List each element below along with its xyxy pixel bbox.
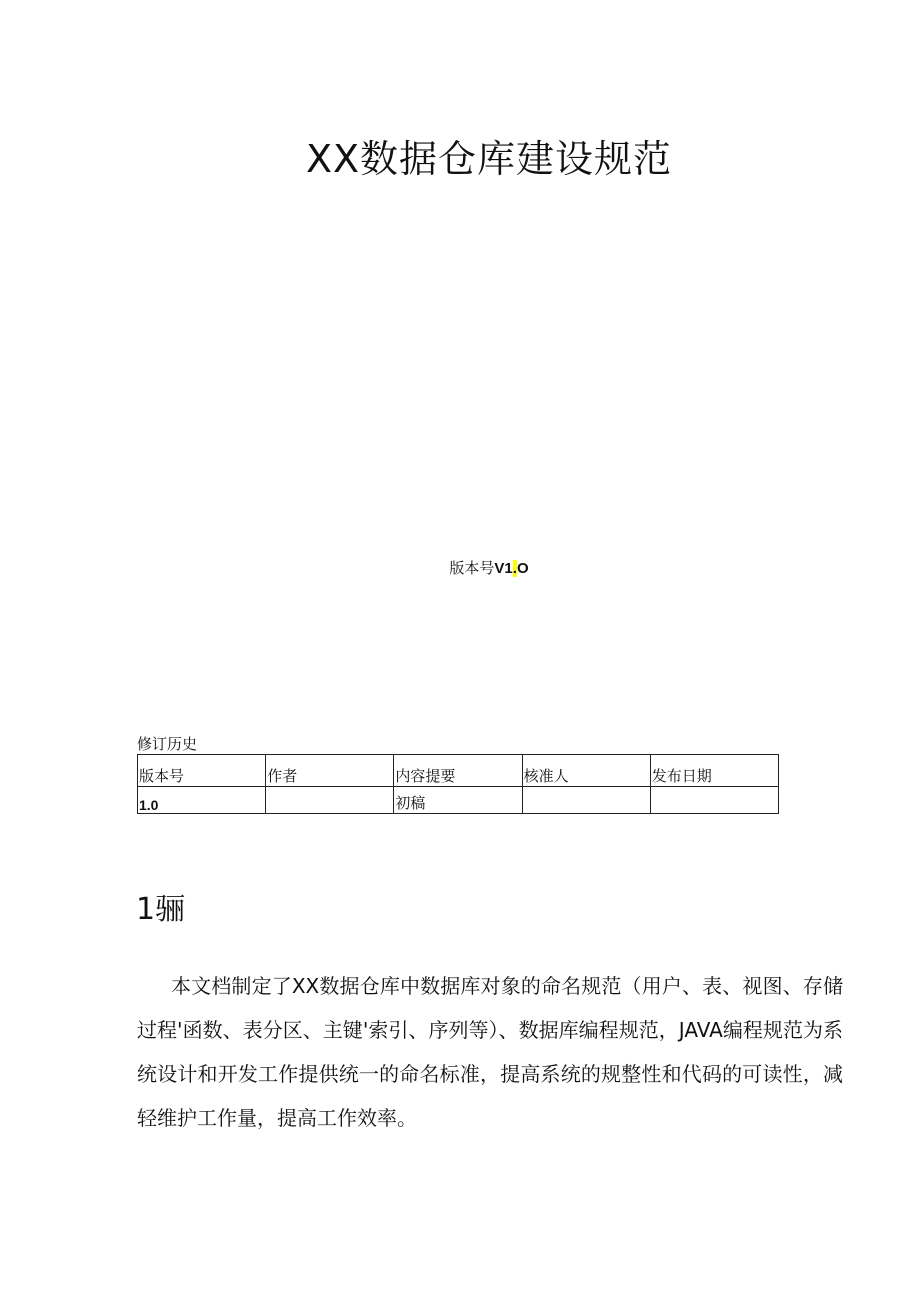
table-header-row [138, 755, 779, 787]
cell-approver [522, 787, 650, 814]
table-row [138, 787, 779, 814]
header-approver: 核准人 [522, 755, 650, 787]
cell-release-date [650, 787, 778, 814]
cell-summary: 初稿 [394, 787, 522, 814]
version-line [0, 557, 920, 578]
section-paragraph: 本文档制定了XX数据仓库中数据库对象的命名规范（用户、表、视图、存储过程'函数、表分区、主键'索引、序列等）、数据库编程规范，JAVA编程规范为系统设计和开发工作提供统一的命名标准，提高系统的规整性和代码的可读性，减轻维护工作量，提高工作效率。 [137, 974, 843, 1130]
version-value [494, 560, 528, 577]
header-summary: 内容提要 [394, 755, 522, 787]
document-title: XX数据仓库建设规范 [305, 137, 673, 181]
version-value-end: O [516, 560, 529, 577]
version-label: 版本号 [449, 559, 495, 577]
cell-version: 1.0 [138, 787, 266, 814]
header-author: 作者 [266, 755, 394, 787]
header-release-date: 发布日期 [650, 755, 778, 787]
cell-author [266, 787, 394, 814]
revision-history-caption: 修订历史 [137, 735, 198, 753]
header-version: 版本号 [138, 755, 266, 787]
section-heading: 1骊 [136, 892, 186, 927]
version-value-start: V1 [494, 560, 513, 577]
revision-history-table [137, 754, 779, 814]
version-value-highlight: . [512, 560, 517, 577]
